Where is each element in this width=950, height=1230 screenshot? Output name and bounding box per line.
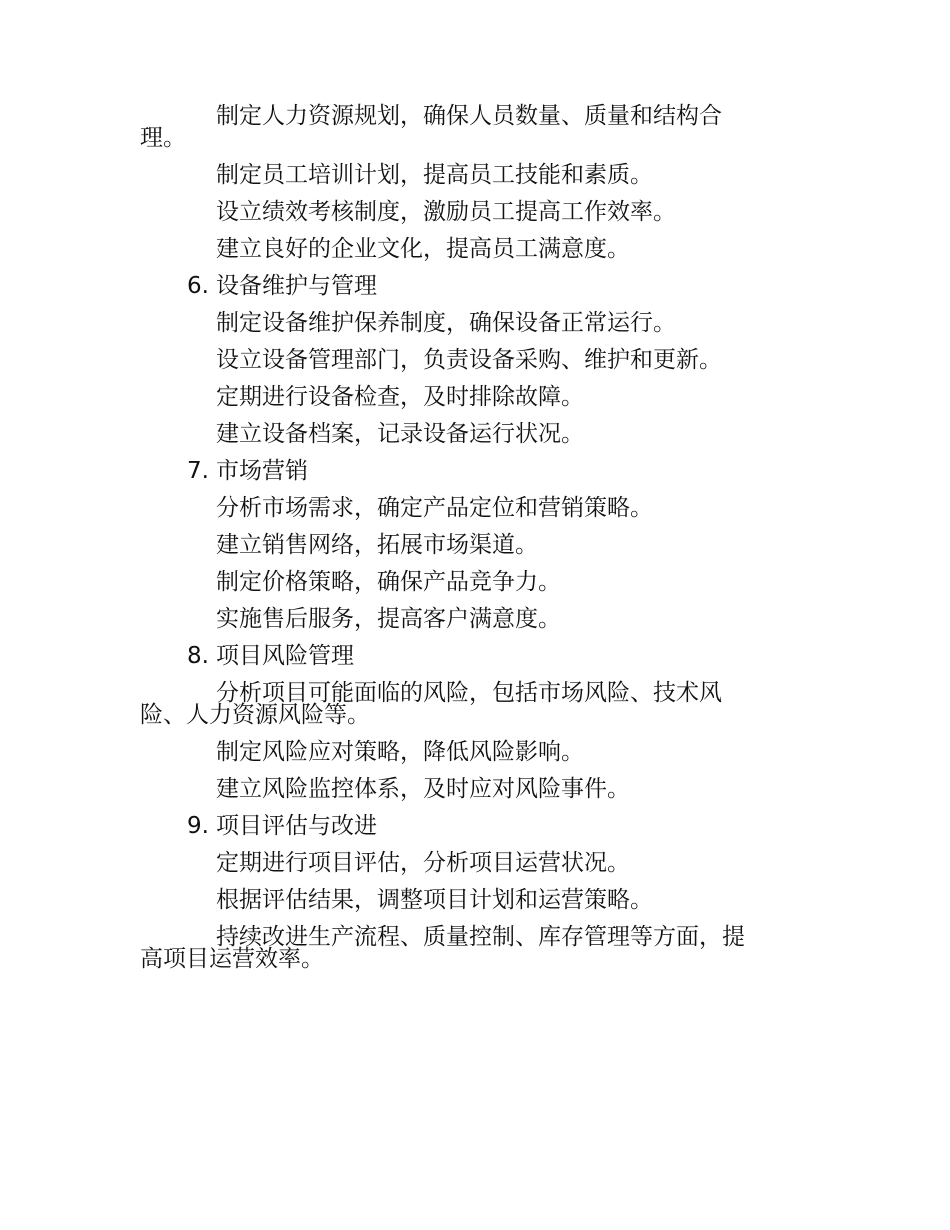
paragraph-line: 制定人力资源规划，确保人员数量、质量和结构合 — [216, 103, 722, 129]
paragraph-line: 制定价格策略，确保产品竞争力。 — [216, 569, 561, 595]
section-number: 9. — [187, 813, 209, 839]
paragraph — [140, 741, 790, 763]
paragraph-line: 分析市场需求，确定产品定位和营销策略。 — [216, 495, 653, 521]
paragraph-line: 根据评估结果，调整项目计划和运营策略。 — [216, 887, 653, 913]
paragraph-line: 分析项目可能面临的风险，包括市场风险、技术风 — [216, 680, 722, 706]
paragraph-line: 高项目运营效率。 — [140, 946, 324, 972]
paragraph-line: 设立设备管理部门，负责设备采购、维护和更新。 — [216, 347, 722, 373]
section-number: 6. — [187, 273, 209, 299]
paragraph-line: 制定风险应对策略，降低风险影响。 — [216, 739, 584, 765]
paragraph-line: 理。 — [140, 125, 186, 151]
paragraph — [140, 608, 790, 630]
paragraph-line: 实施售后服务，提高客户满意度。 — [216, 606, 561, 632]
paragraph — [140, 778, 790, 800]
paragraph-line: 建立销售网络，拓展市场渠道。 — [216, 532, 538, 558]
paragraph-line: 建立设备档案，记录设备运行状况。 — [216, 421, 584, 447]
section-heading — [140, 275, 790, 297]
paragraph — [140, 571, 790, 593]
paragraph-line: 制定员工培训计划，提高员工技能和素质。 — [216, 162, 653, 188]
paragraph-line: 险、人力资源风险等。 — [140, 702, 370, 728]
section-number: 7. — [187, 458, 209, 484]
section-title: 项目评估与改进 — [216, 813, 377, 839]
paragraph — [140, 164, 790, 186]
paragraph-line: 定期进行设备检查，及时排除故障。 — [216, 384, 584, 410]
paragraph-line: 设立绩效考核制度，激励员工提高工作效率。 — [216, 199, 676, 225]
paragraph-line: 建立风险监控体系，及时应对风险事件。 — [216, 776, 630, 802]
paragraph — [140, 201, 790, 223]
document-page — [140, 105, 790, 985]
paragraph-line: 制定设备维护保养制度，确保设备正常运行。 — [216, 310, 676, 336]
paragraph — [140, 926, 790, 970]
section-number: 8. — [187, 643, 209, 669]
paragraph — [140, 312, 790, 334]
paragraph — [140, 682, 790, 726]
section-heading — [140, 645, 790, 667]
section-heading — [140, 815, 790, 837]
paragraph — [140, 386, 790, 408]
paragraph — [140, 889, 790, 911]
section-title: 设备维护与管理 — [216, 273, 377, 299]
paragraph — [140, 349, 790, 371]
paragraph-line: 定期进行项目评估，分析项目运营状况。 — [216, 850, 630, 876]
paragraph-line: 建立良好的企业文化，提高员工满意度。 — [216, 236, 630, 262]
paragraph — [140, 497, 790, 519]
paragraph — [140, 852, 790, 874]
paragraph — [140, 534, 790, 556]
paragraph — [140, 238, 790, 260]
section-title: 项目风险管理 — [216, 643, 354, 669]
paragraph — [140, 423, 790, 445]
paragraph-line: 持续改进生产流程、质量控制、库存管理等方面，提 — [216, 924, 745, 950]
paragraph — [140, 105, 790, 149]
section-heading — [140, 460, 790, 482]
section-title: 市场营销 — [216, 458, 308, 484]
